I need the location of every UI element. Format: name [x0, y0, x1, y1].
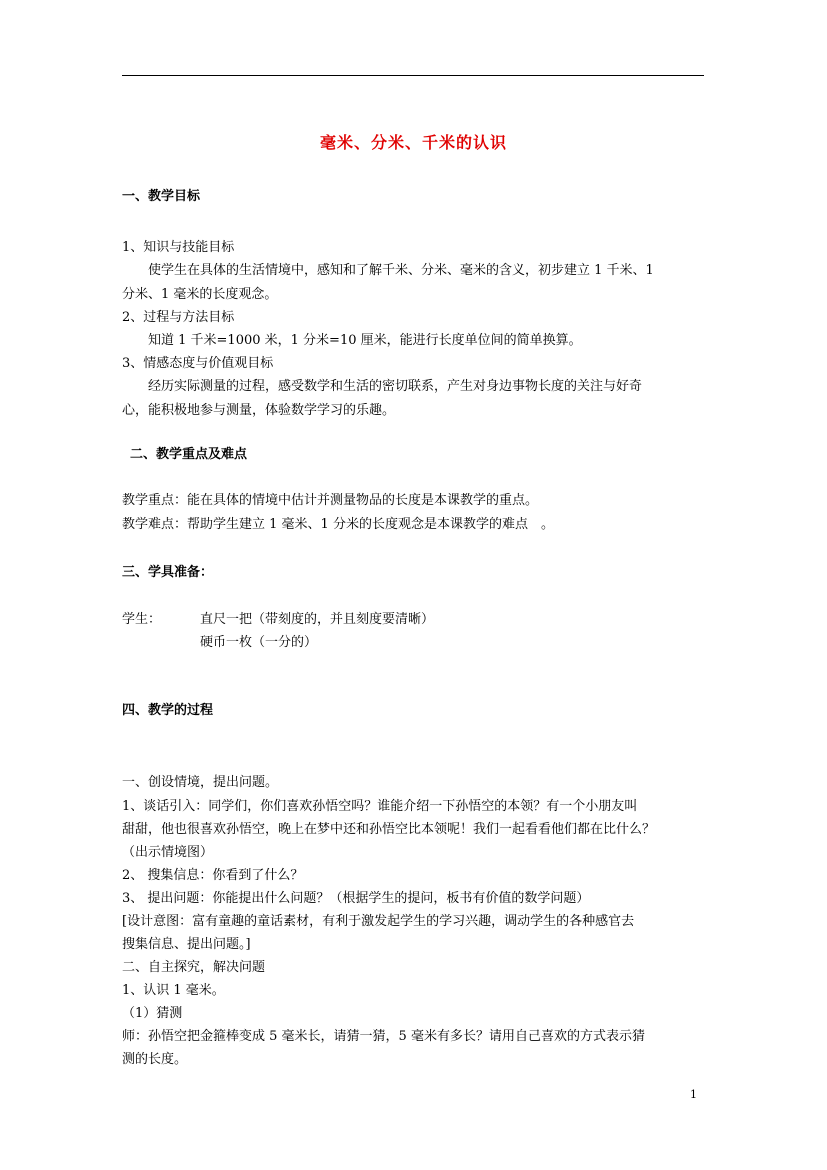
objective-3-text-cont: 心，能积极地参与测量，体验数学学习的乐趣。 — [122, 403, 396, 418]
process-paragraph: 一、创设情境，提出问题。 — [122, 775, 279, 790]
process-paragraph: 师：孙悟空把金箍棒变成 5 毫米长，请猜一猜，5 毫米有多长？请用自己喜欢的方式表示猜 — [122, 1029, 645, 1044]
section-heading-materials: 三、学具准备： — [122, 565, 214, 580]
process-paragraph: （出示情境图） — [122, 845, 214, 860]
page-title: 毫米、分米、千米的认识 — [319, 133, 507, 152]
section-heading-process: 四、教学的过程 — [122, 703, 214, 718]
process-paragraph: 2、 搜集信息：你看到了什么？ — [122, 868, 304, 883]
section-heading-objectives: 一、教学目标 — [122, 189, 201, 204]
objective-2-text: 知道 1 千米=1000 米，1 分米=10 厘米，能进行长度单位间的简单换算。 — [148, 333, 582, 348]
materials-item-coin: 硬币一枚（一分的） — [200, 635, 318, 650]
process-paragraph: 二、自主探究，解决问题 — [122, 960, 266, 975]
objective-1-title: 1、知识与技能目标 — [122, 240, 235, 255]
objective-1-text-cont: 分米、1 毫米的长度观念。 — [122, 287, 278, 302]
process-paragraph: [设计意图：富有童趣的童话素材，有利于激发起学生的学习兴趣，调动学生的各种感官去 — [122, 914, 635, 929]
process-paragraph: 测的长度。 — [122, 1052, 188, 1067]
objective-1-text: 使学生在具体的生活情境中，感知和了解千米、分米、毫米的含义，初步建立 1 千米、1 — [148, 263, 654, 278]
process-paragraph: （1）猜测 — [122, 1006, 183, 1021]
process-paragraph: 甜甜，他也很喜欢孙悟空，晚上在梦中还和孙悟空比本领呢！我们一起看看他们都在比什么？ — [122, 822, 656, 837]
process-paragraph: 1、认识 1 毫米。 — [122, 983, 225, 998]
objective-2-title: 2、过程与方法目标 — [122, 310, 235, 325]
objective-3-title: 3、情感态度与价值观目标 — [122, 356, 274, 371]
materials-student-label: 学生： — [122, 612, 162, 627]
page-number: 1 — [690, 1088, 697, 1101]
process-paragraph: 1、谈话引入：同学们，你们喜欢孙悟空吗？谁能介绍一下孙悟空的本领？有一个小朋友叫 — [122, 799, 638, 814]
header-rule — [122, 75, 704, 76]
materials-item-ruler: 直尺一把（带刻度的，并且刻度要清晰） — [200, 612, 435, 627]
process-paragraph: 3、 提出问题：你能提出什么问题？（根据学生的提问，板书有价值的数学问题） — [122, 891, 590, 906]
key-point: 教学重点：能在具体的情境中估计并测量物品的长度是本课教学的重点。 — [122, 493, 539, 508]
section-heading-key-points: 二、教学重点及难点 — [130, 447, 248, 462]
difficult-point: 教学难点：帮助学生建立 1 毫米、1 分米的长度观念是本课教学的难点 。 — [122, 517, 554, 532]
process-paragraph: 搜集信息、提出问题。] — [122, 937, 251, 952]
objective-3-text: 经历实际测量的过程，感受数学和生活的密切联系，产生对身边事物长度的关注与好奇 — [148, 379, 643, 394]
